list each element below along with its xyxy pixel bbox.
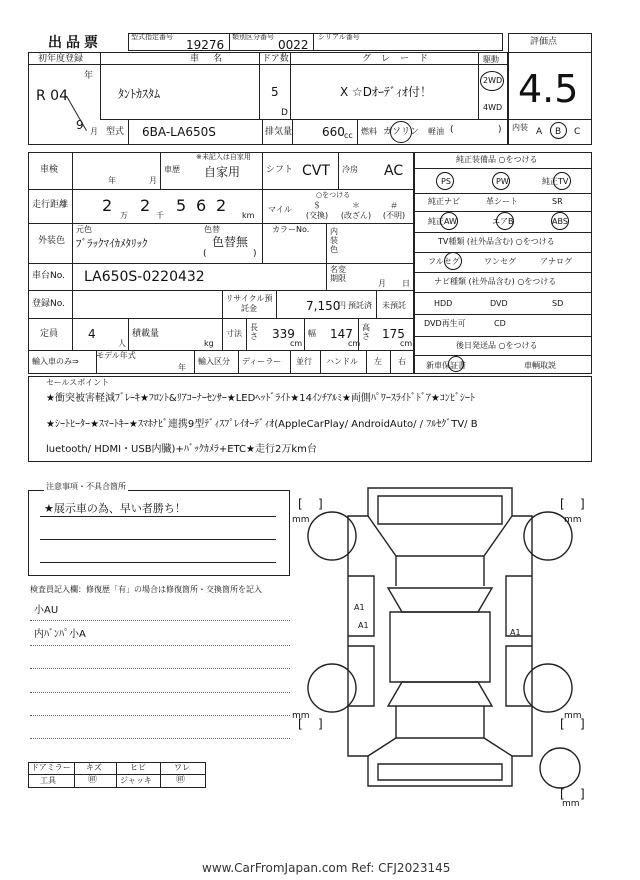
equip-pw-circle <box>492 172 510 190</box>
interior-b-circle <box>550 122 567 139</box>
ext-color-value: ﾌﾞﾗｯｸﾏｲｶﾒﾀﾘｯｸ <box>76 237 148 250</box>
model-cert-label: 型式指定番号 <box>131 33 173 41</box>
import-parallel: 並行 <box>296 357 312 366</box>
height-unit: cm <box>400 339 413 348</box>
recycle-deposited: 預託済 <box>348 301 372 310</box>
grade-label: グレード <box>362 54 439 64</box>
name-change-label: 名変期限 <box>330 265 346 283</box>
exchange-option: ＄ (交換) <box>305 201 329 220</box>
equip-tv: 純正TV <box>542 177 569 186</box>
svg-text:mm: mm <box>564 515 582 525</box>
height-label: 高さ <box>362 323 370 341</box>
equip-title: 純正装備品 ○をつける <box>456 155 538 164</box>
ac-value: AC <box>384 163 404 179</box>
interior-label: 内装 <box>512 123 528 132</box>
person-unit: 人 <box>118 339 126 348</box>
sales-line-3: luetooth/ HDMI・USB内臓)+ﾊﾞｯｸｶﾒﾗ+ETC★走行2万km台 <box>46 444 317 455</box>
svg-text:[: [ <box>298 497 303 511</box>
class-label: 類別区分番号 <box>232 33 274 41</box>
fuel-gasoline: ガソリン <box>383 127 420 137</box>
svg-text:mm: mm <box>292 515 310 525</box>
docs-warranty-circle <box>448 356 464 372</box>
interior-a: A <box>536 127 543 137</box>
use-value: 自家用 <box>204 165 241 179</box>
ac-label: 冷房 <box>342 165 358 174</box>
svg-text:[: [ <box>560 717 565 731</box>
tv-analog: アナログ <box>540 257 572 266</box>
inspector-line-1: 小AU <box>34 605 59 616</box>
notes-label: 注意事項・不具合箇所 <box>46 482 126 491</box>
mileage-circle-note: ○をつける <box>316 191 351 199</box>
mileage-digit-1: 2 <box>102 196 113 215</box>
svg-text:]: ] <box>318 717 323 731</box>
damage-mark-3: A1 <box>510 628 521 637</box>
model-code: 6BA-LA650S <box>142 125 216 139</box>
width-value: 147 <box>330 327 353 341</box>
car-name-label: 車名 <box>190 54 237 64</box>
tv-fullseg-circle <box>444 252 462 270</box>
interior-c: C <box>574 127 581 137</box>
year-unit: 年 <box>84 71 94 81</box>
equip-leather: 革シート <box>486 197 518 206</box>
month-unit: 月 <box>90 127 98 136</box>
import-dealer: ディーラー <box>242 357 282 366</box>
drive-4wd: 4WD <box>483 103 503 112</box>
fuel-diesel: 軽油 <box>428 127 444 136</box>
handle-left: 左 <box>374 357 382 366</box>
drive-label: 駆動 <box>483 55 499 64</box>
width-label: 幅 <box>308 329 316 338</box>
disp-label: 排気量 <box>265 127 293 137</box>
recycle-unit: 円 <box>338 301 346 310</box>
docs-title: 後日発送品 ○をつける <box>456 341 538 350</box>
svg-text:mm: mm <box>562 799 580 809</box>
svg-text:mm: mm <box>564 711 582 721</box>
capacity-label: 定員 <box>40 329 59 339</box>
fuel-circle <box>390 121 412 143</box>
legend-jack: ジャッキ <box>120 776 152 785</box>
unknown-option: ＃ (不明) <box>382 201 406 220</box>
legend-scratch: キズ <box>86 763 102 772</box>
legend-tools-stamp: ㊞ <box>88 775 98 785</box>
damage-mark-2: A1 <box>358 621 369 630</box>
recycle-label: リサイクル預託金 <box>225 294 273 313</box>
inspector-label: 検査員記入欄：修復歴「有」の場合は修復箇所・交換箇所を記入 <box>30 585 262 594</box>
equip-abs-circle <box>551 212 569 230</box>
legend-break: ワレ <box>174 763 190 772</box>
docs-warranty: 新車保証書 <box>426 361 466 370</box>
doors-label: ドア数 <box>262 54 289 64</box>
svg-text:[: [ <box>560 787 565 801</box>
car-damage-diagram <box>290 476 590 816</box>
sales-line-2: ★ｼｰﾄﾋｰﾀｰ★ｽﾏｰﾄｷｰ★ｽﾏﾎﾅﾋﾞ連携9型ﾃﾞｨｽﾌﾟﾚｲｵｰﾃﾞｨｵ(AppleCarPlay/ AndroidAuto/ / ﾌﾙｾｸﾞTV/ B <box>46 419 478 430</box>
tamper-option: ＊ (改ざん) <box>340 201 372 220</box>
ext-color-label: 外装色 <box>38 236 66 246</box>
name-change-day: 日 <box>402 279 410 288</box>
notes-line-1: ★展示車の為、早い者勝ち！ <box>44 502 186 515</box>
score-value: 4.5 <box>518 67 579 111</box>
length-value: 339 <box>272 327 295 341</box>
legend-tools: 工具 <box>40 776 56 785</box>
equip-tv-circle <box>553 172 571 190</box>
tv-fullseg: フルセグ <box>428 257 460 266</box>
svg-text:[: [ <box>560 497 565 511</box>
paint-value: 色替無 <box>212 235 249 249</box>
inspection-year-unit: 年 <box>108 176 116 185</box>
svg-text:]: ] <box>580 717 585 731</box>
model-year-label: モデル年式 <box>96 351 136 360</box>
damage-mark-1: A1 <box>354 603 365 612</box>
load-kg: kg <box>204 339 214 348</box>
interior-color-label: 内装色 <box>330 227 338 254</box>
equip-sr: SR <box>552 197 563 206</box>
navi-sd: SD <box>552 299 564 308</box>
fuel-label: 燃料 <box>361 127 377 136</box>
legend-jack-stamp: ㊞ <box>176 775 186 785</box>
door-type: D <box>281 108 288 118</box>
chassis-value: LA650S-0220432 <box>84 269 205 285</box>
capacity-value: 4 <box>88 327 96 341</box>
equip-navi: 純正ナビ <box>428 197 460 206</box>
color-no-label: カラーNo. <box>272 225 310 234</box>
name-change-month: 月 <box>378 279 386 288</box>
chassis-label: 車台No. <box>32 271 65 281</box>
legend-crack: ヒビ <box>130 763 146 772</box>
mileage-digit-2: 2 <box>140 196 151 215</box>
footer-watermark: www.CarFromJapan.com Ref: CFJ2023145 <box>202 861 451 875</box>
car-name: ﾀﾝﾄｶｽﾀﾑ <box>118 87 161 101</box>
mileage-man: 万 <box>120 211 128 220</box>
first-reg-label: 初年度登録 <box>38 54 84 64</box>
first-reg-month: 9 <box>76 118 84 132</box>
svg-text:[: [ <box>298 717 303 731</box>
grade-value: X ☆Dｵｰﾃﾞｨｵ付！ <box>340 85 433 99</box>
km-unit: km <box>242 211 255 220</box>
model-cert-value: 19276 <box>186 38 225 52</box>
mileage-digit-5: 2 <box>216 196 227 215</box>
score-label: 評価点 <box>530 37 558 47</box>
navi-title: ナビ種類 (社外品含む) ○をつける <box>434 277 557 286</box>
shift-label: シフト <box>266 165 294 175</box>
drive-2wd: 2WD <box>483 76 503 85</box>
import-class-label: 輸入区分 <box>198 357 230 366</box>
page-title: 出品票 <box>48 35 102 51</box>
load-label: 積載量 <box>132 329 160 339</box>
navi-hdd: HDD <box>434 299 453 308</box>
handle-label: ハンドル <box>326 357 358 366</box>
svg-text:]: ] <box>580 497 585 511</box>
model-year-unit: 年 <box>178 363 186 372</box>
equip-ps: PS <box>441 177 451 186</box>
use-label: 車歴 <box>164 165 180 174</box>
sales-line-1: ★衝突被害軽減ﾌﾞﾚｰｷ★ﾌﾛﾝﾄ&ﾘｱｺｰﾅｰｾﾝｻｰ★LEDﾍｯﾄﾞﾗｲﾄ★14ｲﾝﾁｱﾙﾐ★両側ﾊﾟﾜｰｽﾗｲﾄﾞﾄﾞｱ★ｺﾝﾋﾞｼｰﾄ <box>46 393 475 404</box>
tv-title: TV種類 (社外品含む) ○をつける <box>438 237 555 246</box>
class-value: 0022 <box>278 38 309 52</box>
original-color-label: 元色 <box>76 225 92 234</box>
inspection-month-unit: 月 <box>149 176 157 185</box>
equip-airbag: エアB <box>492 217 514 226</box>
equip-aw-circle <box>440 212 458 230</box>
length-label: 長さ <box>250 323 258 341</box>
mileage-digit-4: 6 <box>196 196 207 215</box>
displacement-value: 660 <box>322 125 345 139</box>
reg-no-label: 登録No. <box>32 299 65 309</box>
use-note: ※未記入は自家用 <box>196 153 251 161</box>
mileage-label: 走行距離 <box>32 200 69 210</box>
recycle-not-deposited: 未預託 <box>382 301 406 310</box>
mileage-digit-3: 5 <box>176 196 187 215</box>
serial-label: シリアル番号 <box>318 33 360 41</box>
handle-right: 右 <box>398 357 406 366</box>
svg-text:mm: mm <box>292 711 310 721</box>
doors-value: 5 <box>271 85 279 99</box>
shift-value: CVT <box>302 163 330 179</box>
mile-label: マイル <box>268 205 292 214</box>
equip-abs: ABS <box>552 217 568 226</box>
equip-airbag-circle <box>496 212 514 230</box>
navi-cd: CD <box>494 319 506 328</box>
paint-label: 色替 <box>204 225 220 234</box>
tv-oneseg: ワンセグ <box>484 257 516 266</box>
import-label: 輸入車のみ⇒ <box>32 357 79 366</box>
inspection-label: 車検 <box>40 165 59 175</box>
dims-label: 寸法 <box>226 329 242 338</box>
mileage-thousand: 千 <box>156 211 164 220</box>
legend-door-mirror: ドアミラー <box>31 763 71 772</box>
equip-ps-circle <box>436 172 454 190</box>
navi-dvd: DVD <box>490 299 508 308</box>
type-label: 型式 <box>106 127 125 137</box>
width-unit: cm <box>348 339 361 348</box>
first-reg-era: R 04 <box>36 88 68 104</box>
inspector-line-2: 内ﾊﾞﾝﾊﾟ小A <box>34 629 86 640</box>
recycle-value: 7,150 <box>306 299 341 313</box>
navi-dvd-play: DVD再生可 <box>424 319 466 328</box>
length-unit: cm <box>290 339 303 348</box>
svg-text:]: ] <box>318 497 323 511</box>
docs-manual: 車輌取説 <box>524 361 556 370</box>
svg-text:]: ] <box>580 787 585 801</box>
equip-pw: PW <box>496 177 509 186</box>
height-value: 175 <box>382 327 405 341</box>
equip-aw: 純正AW <box>428 217 457 226</box>
cc-unit: cc <box>344 131 353 140</box>
drive-2wd-circle <box>480 71 504 91</box>
interior-b: B <box>555 127 562 137</box>
sales-label: セールスポイント <box>46 378 110 387</box>
